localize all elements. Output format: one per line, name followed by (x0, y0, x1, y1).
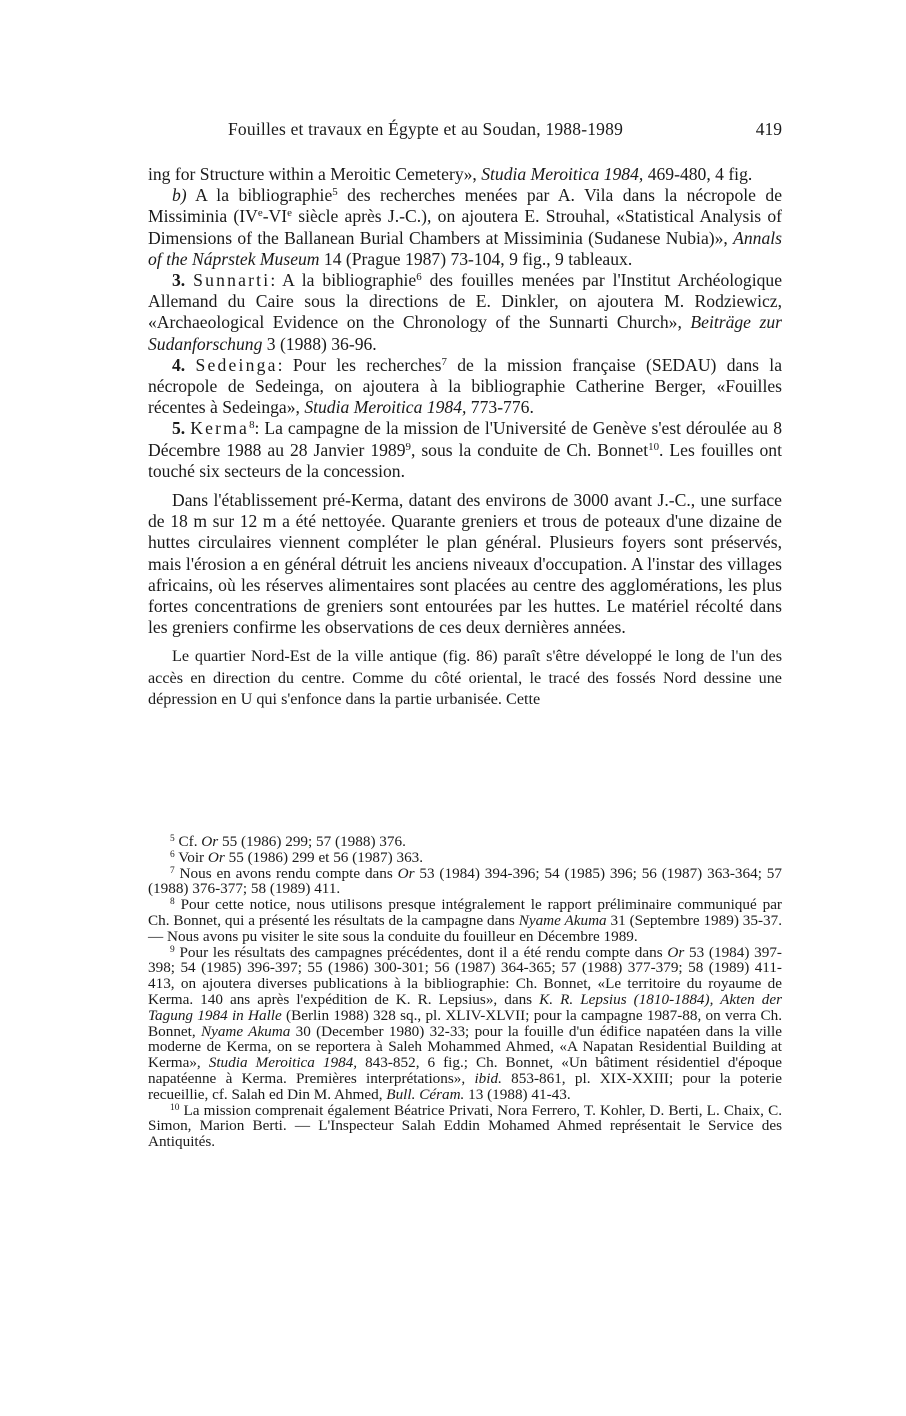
paragraph-missiminia (148, 185, 782, 270)
text-run: (Berlin 1988) 328 sq., pl. XLIV-XLVII; pour la campagne 1987-88, on verra Ch. Bonnet, (148, 1006, 782, 1040)
paragraph-quartier-nord-est: Le quartier Nord-Est de la ville antique (fig. 86) paraît s'être développé le long de l'un des accès en direction du centre. Comme du côté oriental, le tracé des fossés Nord dessine une dépression en U qui s'enfonce dans la partie urbanisée. Cette (148, 647, 782, 708)
footnote-ref: 9 (405, 440, 411, 453)
item-letter: b) (172, 185, 187, 206)
text-run: 53 (1984) 394-396; 54 (1985) 396; 56 (1987) 363-364; 57 (1988) 376-377; 58 (1989) 411. (148, 864, 782, 898)
section-number: 4. (172, 354, 196, 375)
page-number: 419 (755, 119, 782, 139)
text-run: 773-776. (466, 397, 534, 418)
journal-abbrev: Bull. Céram. (386, 1085, 465, 1103)
text-run: 53 (1984) 397-398; 54 (1985) 396-397; 55 (1986) 300-301; 56 (1987) 364-365; 57 (1988) 377-379; 58 (1989) 411-413, on ajoutera diverses publications à la bibliographie: Ch. Bonnet, «Le territoire du royaume de Kerma. 140 ans après l'expédition de K. R. Lepsius», dans (148, 943, 782, 1008)
ibid-reference: ibid. (474, 1069, 502, 1087)
site-name: Sedeinga (195, 354, 278, 375)
text-run: -VI (262, 206, 288, 227)
footnote-ref: 5 (332, 186, 338, 199)
footnote-mark: 5 (170, 833, 175, 844)
publication-title: Studia Meroitica 1984, (208, 1054, 358, 1072)
journal-abbrev: Or (667, 943, 685, 961)
paragraph-continuation (148, 164, 782, 185)
publication-title: Beiträge zur Sudanforschung (148, 312, 782, 354)
footnote-10 (148, 1103, 782, 1150)
text-run: Nous en avons rendu compte dans (174, 864, 398, 882)
footnote-mark: 10 (170, 1102, 180, 1113)
text-run: Cf. (174, 833, 202, 850)
footnote-9 (148, 945, 782, 1103)
superscript: e (287, 207, 292, 220)
text-run: 843-852, 6 fig.; Ch. Bonnet, «Un bâtiment résidentiel d'époque napatéenne à Kerma. Premières interprétations», (148, 1054, 783, 1087)
text-run: 55 (1986) 299; 57 (1988) 376. (218, 833, 406, 850)
section-number: 3. (172, 270, 194, 291)
footnote-mark: 6 (170, 849, 175, 860)
text-run: A la bibliographie (186, 185, 333, 206)
publication-title: Studia Meroitica 1984, (304, 397, 467, 418)
footnote-ref: 6 (416, 271, 422, 284)
text-run: 30 (December 1980) 32-33; pour la fouille d'un édifice napatéen dans la ville moderne de Kerma, on se reportera à Saleh Mohammed Ahmed, «A Napatan Residential Building at Kerma», (148, 1022, 782, 1072)
text-run: 31 (Septembre 1989) 35-37. — Nous avons pu visiter le site sous la conduite du fouilleur en Décembre 1989. (148, 911, 782, 945)
footnote-mark: 7 (170, 865, 175, 876)
publication-title: K. R. Lepsius (1810-1884), Akten der Tagung 1984 in Halle (148, 990, 782, 1024)
text-run: La mission comprenait également Béatrice Privati, Nora Ferrero, T. Kohler, D. Berti, L. Chaix, C. Simon, Marion Berti. — L'Inspecteur Salah Eddin Mohamed Ahmed représentait le Service des Antiquités. (148, 1101, 782, 1151)
paragraph-pre-kerma: Dans l'établissement pré-Kerma, datant des environs de 3000 avant J.-C., une surface de 18 m sur 12 m a été nettoyée. Quarante greniers et trous de poteaux d'une dizaine de huttes circulaires viennent compléter le plan général. Plusieurs foyers sont préservés, mais l'érosion a en général détruit les anciens niveaux d'occupation. A l'instar des villages africains, où les réserves alimentaires sont placées au centre des agglomérations, les plus fortes concentrations de greniers sont entourées par les huttes. Le matériel récolté dans les greniers confirme les observations de ces deux dernières années. (148, 490, 782, 638)
text-run: 13 (1988) 41-43. (464, 1085, 571, 1103)
footnote-8 (148, 897, 782, 944)
text-run: 853-861, pl. XIX-XXIII; pour la poterie recueillie, cf. Salah ed Din M. Ahmed, (148, 1069, 783, 1103)
journal-abbrev: Or (201, 833, 219, 850)
publication-title: Studia Meroitica 1984, (481, 164, 644, 184)
text-run: 469-480, 4 fig. (643, 164, 753, 184)
text-run: de la mission française (SEDAU) dans la nécropole de Sedeinga, on ajoutera à la bibliographie Catherine Berger, «Fouilles récentes à Sedeinga», (148, 354, 782, 418)
text-run: 55 (1986) 299 et 56 (1987) 363. (224, 848, 424, 866)
footnote-5 (148, 834, 782, 850)
site-name: Kerma (190, 418, 250, 439)
text-run: siècle après J.-C.), on ajoutera E. Strouhal, «Statistical Analysis of Dimensions of the Ballanean Burial Chambers at Missiminia (Sudanese Nubia)», (148, 206, 782, 248)
section-number: 5. (172, 418, 191, 439)
text-run: ing for Structure within a Meroitic Cemetery», (148, 164, 482, 184)
paragraph-sedeinga (148, 355, 782, 419)
journal-abbrev: Or (207, 848, 225, 866)
footnote-7 (148, 866, 782, 898)
text-run: : A la bibliographie (270, 270, 417, 291)
paragraph-kerma (148, 418, 782, 482)
footnote-mark: 8 (170, 897, 175, 908)
text-run: des fouilles menées par l'Institut Archéologique Allemand du Caire sous la directions de E. Dinkler, on ajoutera M. Rodziewicz, «Archaeological Evidence on the Chronology of the Sunnarti Church», (148, 270, 783, 333)
text-run: Pour cette notice, nous utilisons presque intégralement le rapport préliminaire communiqué par Ch. Bonnet, qui a présenté les résultats de la campagne dans (148, 896, 782, 929)
footnote-6 (148, 850, 782, 866)
footnote-ref: 10 (648, 440, 660, 453)
site-name: Sunnarti (193, 270, 271, 291)
superscript: e (257, 207, 263, 220)
footnote-ref: 8 (249, 419, 255, 432)
publication-title: Annals of the Náprstek Museum (148, 227, 782, 269)
body-text (148, 164, 782, 710)
text-run: 14 (Prague 1987) 73-104, 9 fig., 9 tableaux. (319, 248, 633, 269)
text-run: des recherches menées par A. Vila dans la nécropole de Missiminia (IV (148, 185, 782, 227)
footnote-ref: 7 (441, 355, 447, 368)
journal-title: Nyame Akuma (200, 1022, 291, 1040)
text-run: Voir (174, 848, 208, 866)
journal-title: Nyame Akuma (518, 911, 607, 929)
paragraph-sunnarti (148, 270, 782, 355)
text-run: . Les fouilles ont touché six secteurs de la concession. (148, 439, 782, 481)
text-run: Pour les résultats des campagnes précédentes, dont il a été rendu compte dans (174, 943, 668, 961)
running-title: Fouilles et travaux en Égypte et au Soudan, 1988-1989 (228, 119, 624, 139)
text-run: 3 (1988) 36-96. (262, 333, 377, 354)
text-run: , sous la conduite de Ch. Bonnet (410, 439, 649, 460)
journal-abbrev: Or (397, 864, 415, 882)
footnote-mark: 9 (170, 944, 175, 955)
text-run: : La campagne de la mission de l'Université de Genève s'est déroulée au 8 Décembre 1988 au 28 Janvier 1989 (148, 418, 782, 460)
footnotes (148, 834, 782, 1150)
text-run: : Pour les recherches (277, 354, 442, 375)
